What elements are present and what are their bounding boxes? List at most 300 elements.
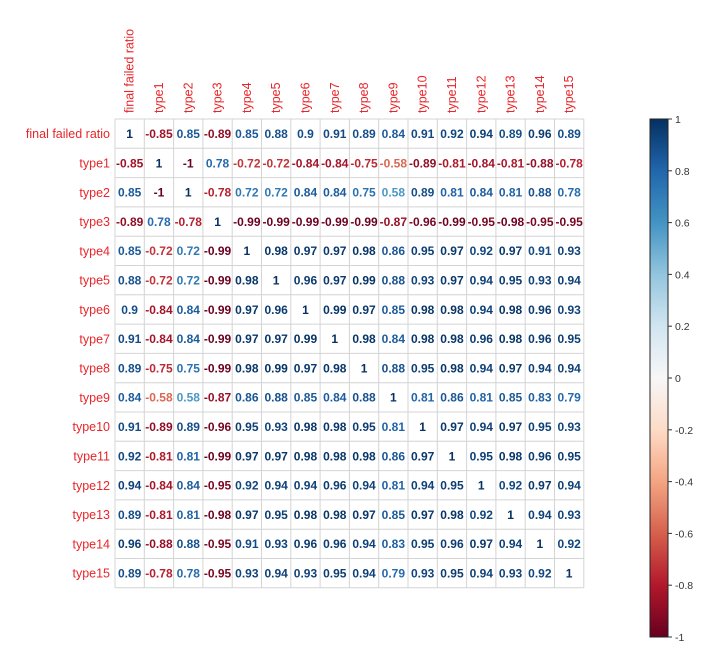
cell-value: -0.99 [203,361,232,376]
cell-value: 0.97 [235,332,259,347]
cell-value: 1 [302,302,309,317]
cell-value: 0.81 [440,185,464,200]
cell-value: 0.91 [323,126,347,141]
cell-value: 0.95 [410,361,435,376]
cell-value: 0.89 [557,126,581,141]
cell-value: -0.81 [145,507,173,522]
cell-value: 0.96 [323,478,347,493]
row-label: type2 [79,185,110,200]
cell-value: 0.97 [410,449,435,464]
cell-value: 0.92 [469,244,493,259]
cell-value: -0.99 [203,302,232,317]
cell-value: -0.95 [203,537,232,552]
colorbar-tick-label: -0.2 [675,424,694,437]
cell-value: 0.94 [264,478,288,493]
cell-value: 0.85 [381,302,406,317]
cell-value: -0.78 [174,214,202,229]
cell-value: 0.97 [469,537,493,552]
cell-value: 0.86 [440,390,464,405]
cell-value: -0.84 [467,156,495,171]
cell-value: 1 [536,537,544,552]
row-label: type11 [73,449,110,464]
row-label: type13 [72,508,110,523]
row-label: type15 [72,566,110,581]
cell-value: 0.96 [528,126,552,141]
cell-value: 1 [331,332,339,347]
cell-value: 0.93 [557,419,581,434]
cell-value: 0.92 [498,478,523,493]
row-label: type9 [79,390,110,405]
cell-value: 0.96 [528,449,552,464]
cell-value: 0.96 [440,537,464,552]
cell-value: 0.89 [410,185,435,200]
column-label: type12 [474,75,489,113]
cell-value: 0.81 [469,390,493,405]
row-label: type14 [72,537,110,552]
cell-value: 0.94 [293,478,318,493]
cell-value: 0.79 [381,566,406,581]
cell-value: 0.98 [352,332,376,347]
cell-value: 0.98 [264,244,288,259]
cell-value: -0.99 [203,332,232,347]
cell-value: 0.58 [381,185,406,200]
cell-value: 0.88 [176,537,200,552]
cell-value: 0.97 [498,244,523,259]
cell-value: 0.98 [498,332,523,347]
cell-value: -0.58 [145,390,173,405]
cell-value: 0.84 [381,332,406,347]
colorbar-tick-label: 0.6 [675,217,690,230]
cell-value: -0.72 [233,156,261,171]
cell-value: 0.97 [235,302,259,317]
cell-value: 0.75 [176,361,200,376]
cell-value: 0.99 [352,273,376,288]
cell-value: 0.92 [469,507,493,522]
column-label: type13 [503,75,518,113]
cell-value: 0.94 [469,302,493,317]
cell-value: -0.81 [145,449,173,464]
cell-value: 0.86 [235,390,259,405]
cell-value: 0.95 [557,332,581,347]
cell-value: -0.78 [203,185,232,200]
cell-value: 0.98 [410,302,435,317]
cell-value: 0.97 [264,449,288,464]
cell-value: -0.84 [321,156,349,171]
cell-value: 1 [184,185,192,200]
cell-value: 0.97 [498,419,523,434]
cell-value: 0.78 [205,156,230,171]
cell-value: 0.89 [117,566,142,581]
cell-value: -0.85 [145,126,173,141]
cell-value: 0.93 [498,566,523,581]
row-label: type5 [79,273,110,288]
cell-value: 0.83 [381,537,406,552]
cell-value: -0.81 [438,156,466,171]
cell-value: -0.89 [408,156,437,171]
cell-value: 0.93 [410,273,435,288]
cell-value: -0.99 [438,214,466,229]
cell-value: 0.94 [469,273,493,288]
cell-value: 0.85 [117,185,142,200]
column-labels [123,29,577,113]
cell-value: 0.98 [323,419,347,434]
cell-value: -0.96 [203,419,232,434]
cell-value: -0.95 [203,478,232,493]
colorbar-tick-label: -0.4 [675,476,694,489]
cell-value: 0.94 [469,361,493,376]
cell-value: -0.78 [145,566,173,581]
row-label: type10 [72,420,110,435]
cell-value: 0.97 [323,244,347,259]
cell-value: 0.95 [498,273,523,288]
cell-value: 0.92 [528,566,552,581]
column-label: type4 [239,82,254,113]
cell-value: 0.94 [557,478,581,493]
cell-value: 0.92 [440,126,464,141]
cell-value: 0.89 [117,361,142,376]
cell-value: 0.97 [352,302,376,317]
row-label: type8 [79,361,110,376]
cell-value: 0.95 [235,419,259,434]
cell-value: -0.99 [203,244,232,259]
cell-value: 0.97 [352,507,376,522]
cell-value: -0.95 [526,214,554,229]
cell-value: 0.89 [117,507,142,522]
cell-value: 1 [419,419,426,434]
cell-value: 0.97 [293,244,318,259]
cell-value: 0.94 [528,507,552,522]
cell-value: 1 [155,156,163,171]
cell-value: 0.85 [176,126,200,141]
colorbar [650,114,693,644]
cell-value: -0.89 [115,214,144,229]
cell-value: 0.75 [352,185,376,200]
cell-value: 0.78 [557,185,581,200]
row-label: type6 [79,302,110,317]
cell-value: -0.98 [203,507,232,522]
cell-value: 0.92 [557,537,581,552]
cell-value: 0.98 [293,507,318,522]
cell-value: 0.93 [293,566,318,581]
cell-value: 0.85 [293,390,318,405]
colorbar-tick-label: 0 [675,373,681,385]
cell-value: 0.72 [264,185,288,200]
cell-value: 0.94 [557,273,581,288]
cell-value: 0.96 [264,302,288,317]
cell-value: 1 [477,478,485,493]
cell-value: -0.72 [262,156,290,171]
cell-value: -0.87 [379,214,408,229]
cell-value: 0.84 [176,302,200,317]
column-label: type2 [181,82,196,113]
cell-value: 0.84 [323,390,347,405]
column-label: type10 [415,75,430,113]
cell-value: 1 [360,361,368,376]
cell-value: 0.98 [323,449,347,464]
cell-value: 0.96 [469,332,493,347]
cell-value: -1 [182,156,194,171]
cell-value: 0.99 [323,302,347,317]
colorbar-tick-label: -0.6 [675,528,694,541]
cell-value: 0.93 [264,537,288,552]
cell-value: 0.96 [293,537,318,552]
column-label: type11 [444,76,459,113]
cell-value: 0.94 [117,478,142,493]
cell-value: -0.88 [526,156,554,171]
cell-value: 0.98 [323,507,347,522]
cell-value: 0.94 [352,566,376,581]
colorbar-tick-label: -1 [675,632,685,644]
cell-value: 0.84 [176,332,200,347]
cell-value: 0.93 [557,507,581,522]
cell-value: 0.78 [147,214,171,229]
cell-value: 0.92 [235,478,259,493]
cell-value: -0.84 [145,332,173,347]
cell-value: 0.95 [410,537,435,552]
cell-value: -0.99 [203,273,232,288]
column-label: type6 [298,82,313,113]
cell-value: -0.95 [555,214,583,229]
cell-value: -0.85 [115,156,144,171]
cell-value: 0.88 [352,390,376,405]
cell-value: 0.58 [176,390,200,405]
cell-value: 0.97 [440,244,464,259]
cell-value: 0.98 [440,302,464,317]
cell-value: -0.78 [555,156,583,171]
cell-value: 0.94 [352,478,376,493]
cell-value: 0.88 [264,126,288,141]
cell-value: 0.85 [498,390,523,405]
cell-value: 0.95 [410,244,435,259]
cell-value: 0.96 [117,537,142,552]
cell-value: 0.88 [117,273,142,288]
cell-value: -0.84 [291,156,320,171]
cell-value: 0.89 [352,126,376,141]
cell-value: -1 [153,185,165,200]
cell-value: 0.91 [117,419,142,434]
cell-value: 0.93 [528,273,552,288]
cell-value: 0.94 [528,361,552,376]
cell-value: 0.72 [235,185,259,200]
cell-value: 0.93 [557,244,581,259]
cell-value: -0.99 [262,214,290,229]
cell-value: -0.87 [203,390,232,405]
cell-value: 0.94 [352,537,376,552]
cell-value: -0.89 [145,419,173,434]
cell-value: 0.85 [235,126,259,141]
cell-value: 0.91 [235,537,259,552]
cell-value: 0.95 [528,419,552,434]
cell-value: 0.88 [381,273,406,288]
cell-value: -0.58 [379,156,408,171]
cell-value: 0.93 [410,566,435,581]
column-label: type9 [386,82,401,113]
cell-value: 1 [214,214,221,229]
cell-value: 1 [448,449,456,464]
cell-value: 0.98 [235,361,259,376]
cell-value: 0.94 [498,537,523,552]
row-label: type12 [72,478,110,493]
cell-value: 0.98 [293,449,318,464]
row-label: type4 [79,244,110,259]
column-label: final failed ratio [122,28,137,113]
cell-value: 0.92 [117,449,142,464]
cell-value: 0.81 [410,390,435,405]
cell-value: 0.79 [557,390,581,405]
cell-value: 0.94 [469,419,493,434]
cell-value: 0.99 [264,361,288,376]
cell-value: 0.95 [323,566,347,581]
cell-value: -0.99 [291,214,320,229]
row-label: type3 [79,215,110,230]
colorbar-tick-label: 0.8 [675,165,690,178]
cell-value: 0.84 [323,185,347,200]
cell-value: -0.99 [203,449,232,464]
cell-value: 0.94 [557,361,581,376]
cell-value: 0.93 [235,566,259,581]
colorbar-gradient [650,119,668,637]
cell-value: 0.72 [176,273,200,288]
cell-value: 0.88 [528,185,552,200]
cell-value: 0.97 [235,449,259,464]
row-label: type1 [79,156,110,171]
cell-value: 0.95 [440,478,464,493]
cell-value: 0.97 [235,507,259,522]
cell-value: 0.81 [176,507,200,522]
cell-value: 1 [507,507,514,522]
cell-value: 0.72 [176,244,200,259]
cell-value: 1 [565,566,573,581]
cell-value: 0.99 [293,332,318,347]
cell-value: -0.88 [145,537,173,552]
cell-value: -0.84 [145,478,173,493]
cell-value: 0.85 [381,507,406,522]
cell-value: 0.98 [293,419,318,434]
cell-value: 0.9 [297,126,314,141]
cell-value: 0.96 [528,302,552,317]
cell-value: 0.98 [352,244,376,259]
cell-value: 0.98 [323,361,347,376]
cell-value: 0.94 [469,566,493,581]
cell-value: 0.89 [498,126,523,141]
cell-value: 0.88 [264,390,288,405]
cell-value: -0.75 [145,361,173,376]
cell-value: -0.95 [467,214,495,229]
column-label: type14 [532,75,547,113]
cell-value: -0.98 [496,214,525,229]
colorbar-tick-label: 0.2 [675,321,690,334]
cell-value: 0.78 [176,566,200,581]
cell-value: 0.91 [410,126,435,141]
cell-value: 0.98 [440,507,464,522]
cell-value: 1 [272,273,280,288]
cell-value: 0.95 [557,449,581,464]
cell-value: 0.95 [440,566,464,581]
cell-value: 0.84 [469,185,493,200]
cell-value: 0.97 [293,361,318,376]
cell-value: 0.81 [176,449,200,464]
cell-value: 0.96 [293,273,318,288]
cell-value: 0.95 [469,449,493,464]
cell-value: 0.83 [528,390,552,405]
cell-value: 0.91 [528,244,552,259]
column-label: type7 [327,82,342,113]
cell-value: 0.98 [352,449,376,464]
cell-value: -0.99 [350,214,378,229]
cell-value: 0.97 [264,332,288,347]
colorbar-tick-label: -0.8 [675,580,694,593]
cell-value: 0.97 [323,273,347,288]
cell-value: -0.72 [145,244,173,259]
cell-value: -0.99 [233,214,261,229]
cell-value: 0.94 [264,566,288,581]
cell-value: -0.75 [350,156,378,171]
colorbar-tick-label: 0.4 [675,269,690,282]
column-label: type1 [151,82,166,113]
cell-value: 0.93 [264,419,288,434]
cell-value: 0.98 [410,332,435,347]
cell-value: -0.72 [145,273,173,288]
cell-value: -0.81 [496,156,525,171]
column-label: type5 [269,82,284,113]
cell-value: 0.86 [381,244,406,259]
cell-value: 0.98 [440,332,464,347]
cell-value: 0.97 [440,419,464,434]
cell-value: 0.96 [323,537,347,552]
cell-value: 0.81 [381,419,406,434]
cell-value: 0.81 [381,478,406,493]
cell-value: 0.95 [352,419,376,434]
cell-value: 0.9 [121,302,138,317]
cell-value: 0.98 [235,273,259,288]
cell-value: 0.97 [440,273,464,288]
cell-value: 0.94 [410,478,435,493]
cell-value: 0.91 [117,332,142,347]
cell-value: 0.98 [498,449,523,464]
cell-value: -0.95 [203,566,232,581]
cell-value: 0.94 [469,126,493,141]
cell-value: 0.84 [117,390,142,405]
column-label: type15 [562,75,577,113]
cell-value: -0.89 [203,126,232,141]
cell-value: 1 [243,244,251,259]
cell-value: 0.84 [176,478,200,493]
row-label: final failed ratio [25,127,110,142]
cell-value: 0.95 [264,507,288,522]
cell-value: 0.97 [528,478,552,493]
cell-value: 0.81 [498,185,523,200]
cell-value: 0.84 [381,126,406,141]
cell-value: 1 [390,390,397,405]
column-label: type3 [210,82,225,113]
cell-value: 0.88 [381,361,406,376]
cell-value: 0.97 [410,507,435,522]
cell-value: 0.89 [176,419,200,434]
row-label: type7 [79,332,110,347]
colorbar-tick-label: 1 [675,114,681,126]
cell-value: -0.96 [408,214,437,229]
cell-value: 0.96 [528,332,552,347]
cell-value: 0.98 [498,302,523,317]
cell-value: -0.84 [145,302,173,317]
column-label: type8 [357,82,372,113]
cell-value: 0.85 [117,244,142,259]
cell-value: -0.99 [321,214,349,229]
cell-value: 0.97 [498,361,523,376]
cell-value: 0.86 [381,449,406,464]
cell-value: 0.84 [293,185,318,200]
row-labels [26,127,110,581]
